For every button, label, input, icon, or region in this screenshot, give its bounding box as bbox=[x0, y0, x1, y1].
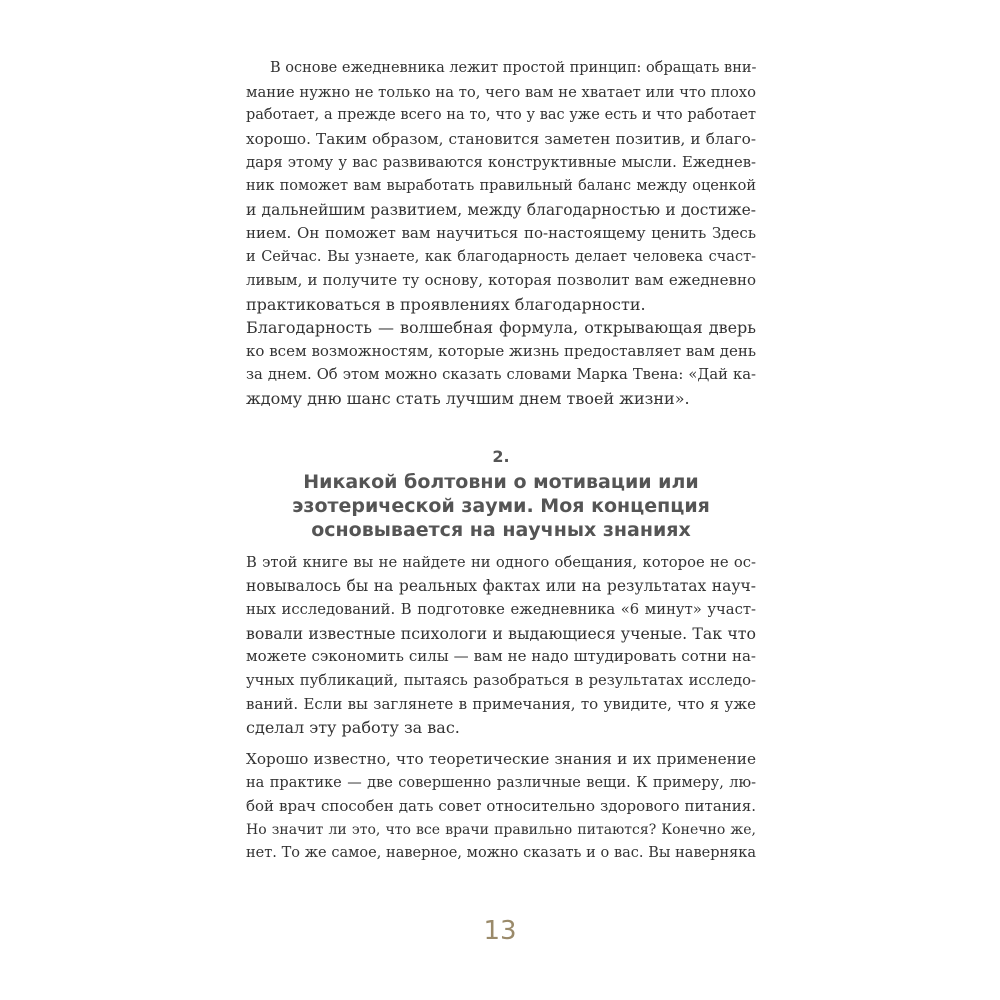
section-title-line: основывается на научных знаниях bbox=[311, 519, 691, 541]
page-number: 13 bbox=[483, 916, 517, 946]
text-line: учных публикаций, пытаясь разобраться в результатах исследо- bbox=[246, 671, 756, 689]
text-line: В этой книге вы не найдете ни одного обещания, которое не ос- bbox=[246, 554, 756, 571]
text-line: новывалось бы на реальных фактах или на результатах науч- bbox=[246, 576, 756, 595]
text-line: Хорошо известно, что теоретические знания и их применение bbox=[246, 750, 756, 768]
text-line: бой врач способен дать совет относительно здорового питания. bbox=[246, 797, 756, 816]
text-line: ных исследований. В подготовке ежедневника «6 минут» участ- bbox=[246, 601, 756, 619]
text-line: даря этому у вас развиваются конструктивные мысли. Ежеднев- bbox=[246, 154, 756, 172]
text-line: нет. То же самое, наверное, можно сказать и о вас. Вы наверняка bbox=[246, 845, 756, 862]
section-title-line: Никакой болтовни о мотивации или bbox=[303, 471, 699, 493]
text-line: ваний. Если вы заглянете в примечания, то увидите, что я уже bbox=[246, 694, 756, 713]
text-line: за днем. Об этом можно сказать словами Марка Твена: «Дай ка- bbox=[246, 366, 756, 384]
text-line: работает, а прежде всего на то, что у вас уже есть и что работает bbox=[246, 107, 756, 124]
text-line: и дальнейшим развитием, между благодарностью и достиже- bbox=[246, 200, 756, 219]
text-line: хорошо. Таким образом, становится заметен позитив, и благо- bbox=[246, 129, 756, 148]
text-line: ко всем возможностям, которые жизнь предоставляет вам день bbox=[246, 341, 756, 360]
paragraph-3 bbox=[246, 551, 756, 740]
section-title-line: эзотерической зауми. Моя концепция bbox=[292, 495, 710, 517]
text-line: ник поможет вам выработать правильный баланс между оценкой bbox=[246, 177, 756, 194]
paragraph-4 bbox=[246, 748, 756, 866]
text-line: ждому дню шанс стать лучшим днем твоей жизни». bbox=[246, 388, 690, 408]
text-line: на практике — две совершенно различные вещи. К примеру, лю- bbox=[246, 774, 756, 791]
text-line: В основе ежедневника лежит простой принцип: обращать вни- bbox=[270, 60, 757, 76]
text-line: нием. Он поможет вам научиться по-настоящему ценить Здесь bbox=[246, 224, 756, 243]
text-line: мание нужно не только на то, чего вам не хватает или что плохо bbox=[246, 83, 756, 101]
section-heading bbox=[246, 444, 756, 542]
text-line: Благодарность — волшебная формула, открывающая дверь bbox=[246, 318, 756, 337]
text-line: сделал эту работу за вас. bbox=[246, 718, 460, 738]
paragraph-2 bbox=[246, 316, 756, 410]
paragraph-1 bbox=[246, 57, 756, 317]
text-line: Но значит ли это, что все врачи правильно питаются? Конечно же, bbox=[246, 821, 756, 838]
text-line: ливым, и получите ту основу, которая позволит вам ежедневно bbox=[246, 271, 756, 290]
section-number: 2. bbox=[492, 447, 510, 466]
text-line: и Сейчас. Вы узнаете, как благодарность делает человека счаст- bbox=[246, 248, 756, 265]
text-line: можете сэкономить силы — вам не надо штудировать сотни на- bbox=[246, 647, 756, 666]
text-line: вовали известные психологи и выдающиеся ученые. Так что bbox=[246, 623, 756, 643]
text-line: практиковаться в проявлениях благодарности. bbox=[246, 294, 646, 314]
